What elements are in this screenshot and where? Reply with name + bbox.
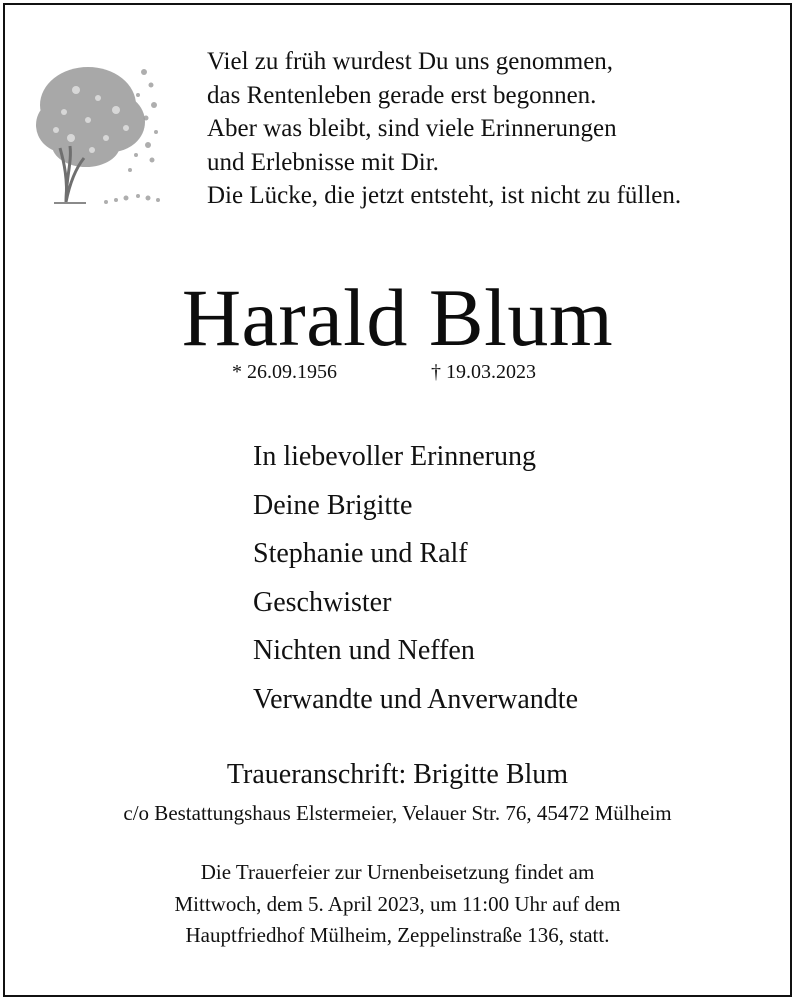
death-date: † 19.03.2023	[431, 361, 536, 383]
ceremony-line: Mittwoch, dem 5. April 2023, um 11:00 Uhr auf dem	[174, 891, 621, 916]
mourner-line: Deine Brigitte	[253, 489, 413, 521]
poem-line: Aber was bleibt, sind viele Erinnerungen	[207, 115, 617, 142]
poem-line: das Rentenleben gerade erst begonnen.	[207, 81, 597, 109]
mourners-list	[253, 433, 578, 725]
mourner-line: Geschwister	[253, 586, 392, 618]
deceased-name: Harald Blum	[181, 272, 614, 363]
ceremony-info	[0, 857, 795, 952]
ceremony-line: Hauptfriedhof Mülheim, Zeppelinstraße 136, statt.	[185, 923, 610, 947]
mourning-address-line: c/o Bestattungshaus Elstermeier, Velauer Str. 76, 45472 Mülheim	[123, 801, 672, 825]
mourning-address-heading: Traueranschrift: Brigitte Blum	[226, 759, 569, 790]
poem-line: Die Lücke, die jetzt entsteht, ist nicht zu füllen.	[207, 182, 682, 209]
tree-icon	[26, 50, 166, 210]
ceremony-line: Die Trauerfeier zur Urnenbeisetzung findet am	[200, 860, 595, 884]
poem-line: Viel zu früh wurdest Du uns genommen,	[207, 48, 614, 75]
poem	[207, 45, 681, 213]
mourner-line: Stephanie und Ralf	[253, 538, 468, 570]
mourner-line: Verwandte und Anverwandte	[253, 683, 579, 715]
mourner-line: In liebevoller Erinnerung	[253, 441, 537, 472]
mourner-line: Nichten und Neffen	[253, 635, 475, 667]
birth-date: * 26.09.1956	[232, 361, 337, 383]
poem-line: und Erlebnisse mit Dir.	[207, 148, 439, 176]
